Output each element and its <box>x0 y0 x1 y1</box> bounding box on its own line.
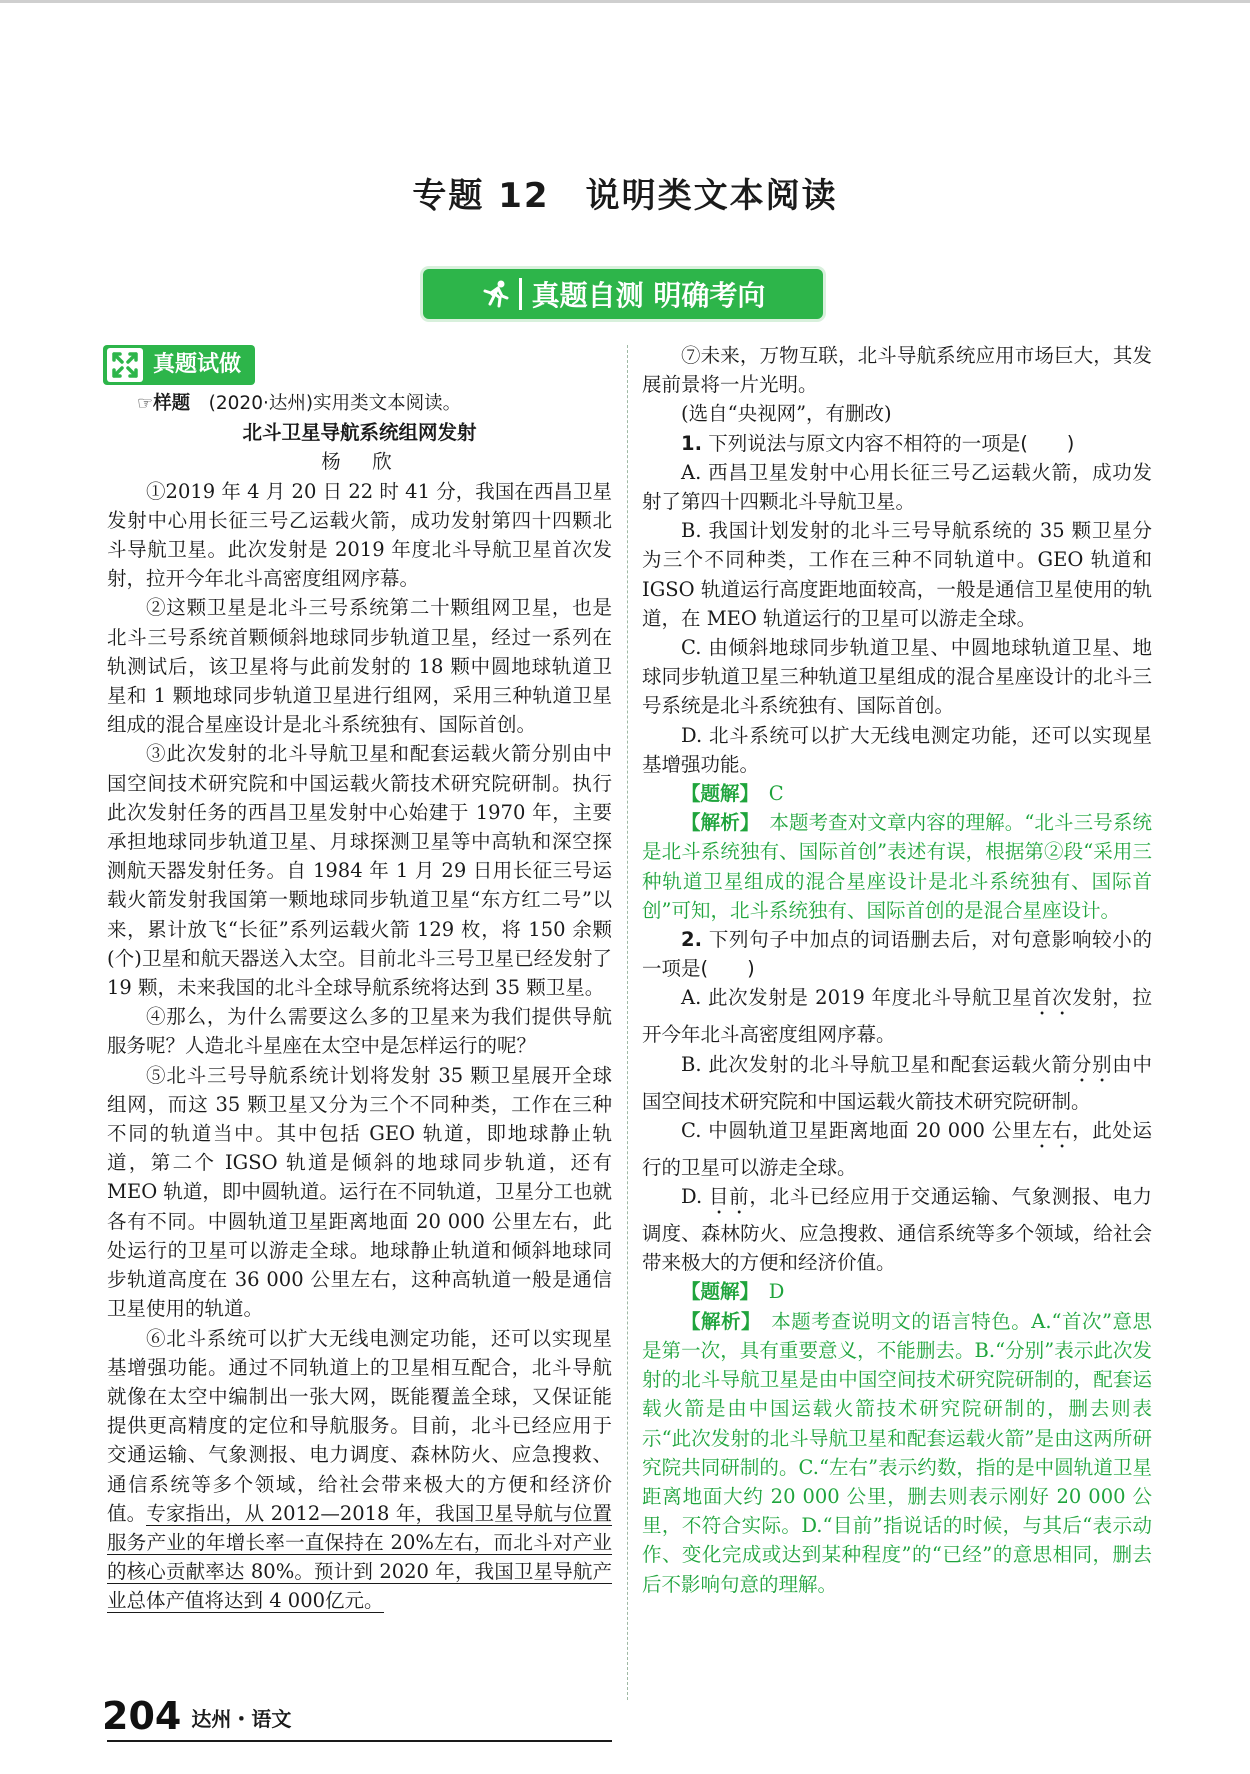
answer-value: D <box>768 1280 785 1304</box>
article-paragraph-3: ③此次发射的北斗导航卫星和配套运载火箭分别由中国空间技术研究院和中国运载火箭技术研究院研制。执行此次发射任务的西昌卫星发射中心始建于 1970 年，主要承担地球同步轨道卫星、月球探测卫星等中高轨和深空探测航天器发射任务。自 1984 年 1 月 29 日用长征三号运载火箭发射我国第一颗地球同步轨道卫星“东方红二号”以来，累计放飞“长征”系列运载火箭 129 枚，将 150 余颗(个)卫星和航天器送入太空。目前北斗三号卫星已经发射了 19 颗，未来我国的北斗全球导航系统将达到 35 颗卫星。 <box>107 742 612 1000</box>
question-1-option-c: C. 由倾斜地球同步轨道卫星、中圆地球轨道卫星、地球同步轨道卫星三种轨道卫星组成的混合星座设计的北斗三号系统是北斗系统独有、国际首创。 <box>642 636 1152 718</box>
question-2-option-a <box>642 983 1152 1049</box>
option-b-text: B. 此次发射的北斗导航卫星和配套运载火箭 <box>681 1052 1072 1076</box>
analysis-text: 本题考查说明文的语言特色。A.“首次”意思是第一次，具有重要意义，不能删去。B.“分别”表示此次发射的北斗导航卫星是由中国空间技术研究院研制的，配套运载火箭是由中国运载火箭技术研究院研制的，删去则表示“此次发射的北斗导航卫星和配套运载火箭”是由这两所研究院共同研制的。C.“左右”表示约数，指的是中圆轨道卫星距离地面大约 20 000 公里，删去则表示刚好 20 000 公里，不符合实际。D.“目前”指说话的时候，与其后“表示动作、变化完成或达到某种程度”的“已经”的意思相同，删去后不影响句意的理解。 <box>642 1309 1152 1596</box>
question-2-option-d <box>642 1182 1152 1277</box>
right-column <box>642 341 1152 1599</box>
question-1-option-a: A. 西昌卫星发射中心用长征三号乙运载火箭，成功发射了第四十四颗北斗导航卫星。 <box>642 460 1152 514</box>
footer-rule <box>107 1740 612 1742</box>
sample-line <box>107 389 612 418</box>
option-b-rest: 由中国空间技术研究院和中国运载火箭技术研究院研制。 <box>642 1052 1152 1113</box>
analysis-tag: 【解析】 <box>681 1309 752 1333</box>
answer-tag: 【题解】 <box>681 1280 750 1304</box>
article-paragraph-4: ④那么，为什么需要这么多的卫星来为我们提供导航服务呢？人造北斗星座在太空中是怎样运行的呢？ <box>107 1005 612 1058</box>
question-1-answer <box>642 779 1152 808</box>
option-d-dotted-word: 目前 <box>709 1185 750 1209</box>
section-banner <box>423 269 823 319</box>
option-a-text: A. 此次发射是 2019 年度北斗导航卫星 <box>681 986 1033 1010</box>
pointing-hand-icon: ☞ <box>137 393 154 414</box>
question-1-number: 1. <box>681 431 702 455</box>
option-a-rest: 发射，拉开今年北斗高密度组网序幕。 <box>642 986 1152 1047</box>
option-b-dotted-word: 分别 <box>1071 1052 1113 1076</box>
question-1-stem <box>642 429 1152 458</box>
option-d-text: D. <box>681 1185 710 1209</box>
question-2-number: 2. <box>681 928 702 952</box>
article-paragraph-5: ⑤北斗三号导航系统计划将发射 35 颗卫星展开全球组网，而这 35 颗卫星又分为三个不同种类，工作在三种不同的轨道当中。其中包括 GEO 轨道，即地球静止轨道，第二个 IGSO 轨道是倾斜的地球同步轨道，还有 MEO 轨道，即中圆轨道。运行在不同轨道，卫星分工也就各有不同。中圆轨道卫星距离地面 20 000 公里左右，此处运行的卫星可以游走全球。地球静止轨道和倾斜地球同步轨道高度在 36 000 公里左右，这种高轨道一般是通信卫星使用的轨道。 <box>107 1063 612 1321</box>
option-c-dotted-word: 左右 <box>1031 1118 1073 1142</box>
page-footer <box>102 1694 292 1738</box>
question-2-answer <box>642 1277 1152 1306</box>
question-2-option-b <box>642 1050 1152 1116</box>
banner-separator <box>519 278 522 310</box>
option-c-text: C. 中圆轨道卫星距离地面 20 000 公里 <box>681 1118 1032 1142</box>
answer-tag: 【题解】 <box>681 782 750 806</box>
page-title: 专题 12 说明类文本阅读 <box>412 176 838 216</box>
page-number: 204 <box>102 1694 182 1738</box>
page-top-edge <box>0 0 1250 3</box>
left-column <box>107 345 612 1616</box>
article-source: (选自“央视网”，有删改) <box>681 402 892 426</box>
article-author: 杨 欣 <box>321 450 398 474</box>
question-1-option-b: B. 我国计划发射的北斗三号导航系统的 35 颗卫星分为三个不同种类，工作在三种不同轨道中。GEO 轨道和 IGSO 轨道运行高度距地面较高，一般是通信卫星使用的轨道，在 MEO 轨道运行的卫星可以游走全球。 <box>642 519 1152 630</box>
page-label: 达州・语文 <box>191 1707 292 1731</box>
article-paragraph-2: ②这颗卫星是北斗三号系统第二十颗组网卫星，也是北斗三号系统首颗倾斜地球同步轨道卫星，经过一系列在轨测试后，该卫星将与此前发射的 18 颗中圆地球轨道卫星和 1 颗地球同步轨道卫星进行组网，采用三种轨道卫星组成的混合星座设计是北斗系统独有、国际首创。 <box>107 596 612 737</box>
question-1-option-d: D. 北斗系统可以扩大无线电测定功能，还可以实现星基增强功能。 <box>642 723 1152 776</box>
option-a-dotted-word: 首次 <box>1032 986 1073 1010</box>
article-paragraph-6b-underlined: 专家指出，从 2012—2018 年，我国卫星导航与位置服务产业的年增长率一直保持在 20%左右，而北斗对产业的核心贡献率达 80%。预计到 2020 年，我国卫星导航产业总体产值将达到 4 000亿元。 <box>107 1501 612 1613</box>
section-tag <box>103 345 255 385</box>
article-paragraph-7: ⑦未来，万物互联，北斗导航系统应用市场巨大，其发展前景将一片光明。 <box>642 344 1152 397</box>
analysis-text: 本题考查对文章内容的理解。“北斗三号系统是北斗系统独有、国际首创”表述有误，根据第②段“采用三种轨道卫星组成的混合星座设计是北斗系统独有、国际首创”可知，北斗系统独有、国际首创的是混合星座设计。 <box>642 811 1152 922</box>
sample-info: (2020·达州)实用类文本阅读。 <box>208 393 462 414</box>
question-2-text: 下列句子中加点的词语删去后，对句意影响较小的一项是( ) <box>642 928 1152 981</box>
question-2-stem <box>642 925 1152 983</box>
article-paragraph-1: ①2019 年 4 月 20 日 22 时 41 分，我国在西昌卫星发射中心用长征三号乙运载火箭，成功发射第四十四颗北斗导航卫星。此次发射是 2019 年度北斗导航卫星首次发射，拉开今年北斗高密度组网序幕。 <box>107 479 612 591</box>
question-1-analysis <box>642 808 1152 925</box>
article-paragraph-6a: ⑥北斗系统可以扩大无线电测定功能，还可以实现星基增强功能。通过不同轨道上的卫星相互配合，北斗导航就像在太空中编制出一张大网，既能覆盖全球，又保证能提供更高精度的定位和导航服务。目前，北斗已经应用于交通运输、气象测报、电力调度、森林防火、应急搜救、通信系统等多个领域，给社会带来极大的方便和经济价值。 <box>107 1326 612 1525</box>
banner-text: 真题自测 明确考向 <box>531 279 766 312</box>
column-divider <box>627 345 628 1700</box>
option-c-rest: ，此处运行的卫星可以游走全球。 <box>642 1118 1152 1179</box>
runner-icon <box>481 279 511 309</box>
answer-value: C <box>768 782 784 806</box>
article-title: 北斗卫星导航系统组网发射 <box>242 421 477 445</box>
section-tag-label: 真题试做 <box>153 352 242 378</box>
cross-arrows-icon <box>107 348 143 382</box>
question-1-text: 下列说法与原文内容不相符的一项是( ) <box>708 431 1075 455</box>
sample-label: 样题 <box>153 393 191 414</box>
question-2-option-c <box>642 1116 1152 1182</box>
option-d-rest: ，北斗已经应用于交通运输、气象测报、电力调度、森林防火、应急搜救、通信系统等多个领域，给社会带来极大的方便和经济价值。 <box>642 1185 1152 1275</box>
question-2-analysis <box>642 1307 1152 1599</box>
analysis-tag: 【解析】 <box>681 811 750 835</box>
article-paragraph-6 <box>107 1324 612 1616</box>
